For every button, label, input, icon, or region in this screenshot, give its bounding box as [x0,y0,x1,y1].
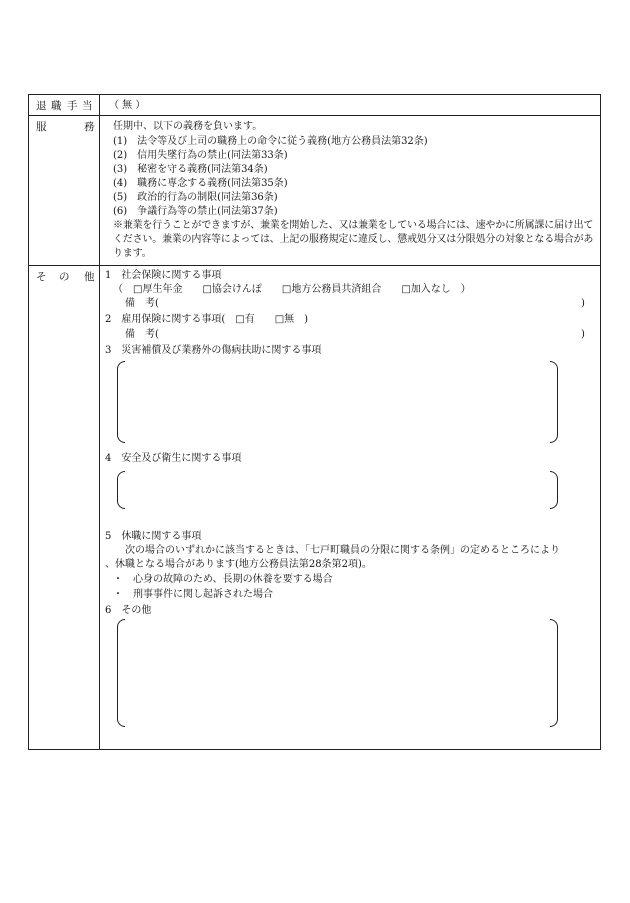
social-insurance-remarks-close: ) [581,298,585,309]
safety-health-right-bracket [550,471,558,509]
row-divider-1 [29,115,600,116]
duty-text: 信用失墜行為の禁止(同法第33条) [137,150,288,161]
other-label-char: の [59,271,70,283]
leave-body-line-1: 次の場合のいずれかに該当するときは、「七戸町職員の分限に関する条例」の定めるところにより [125,545,560,556]
service-label-char: 服 [36,121,47,133]
other-label-char: 他 [84,271,95,283]
leave-bullet: ・ 刑事事件に関し起訴された場合 [113,589,273,600]
duty-text: 職務に専念する義務(同法第35条) [137,178,288,189]
social-insurance-remarks: 備 考( [125,298,159,309]
accident-compensation-left-bracket [117,361,125,443]
employment-insurance-remarks-close: ) [581,329,585,340]
accident-compensation-title: 3 災害補償及び業務外の傷病扶助に関する事項 [105,345,322,356]
duty-item [113,135,428,148]
safety-health-left-bracket [117,471,125,509]
duty-item [113,191,278,204]
leave-body-line-2: 、休職となる場合があります(地方公務員法第28条第2項)。 [105,559,372,570]
row-divider-2 [29,265,600,266]
duty-text: 法令等及び上司の職務上の命令に従う義務(地方公務員法第32条) [137,136,428,147]
retirement-label-char: 当 [82,100,93,112]
other-item-title: 6 その他 [105,605,152,616]
other-label-char: そ [36,271,47,283]
accident-compensation-right-bracket [550,361,558,443]
column-divider [99,95,100,749]
duty-number: (4) [113,178,128,189]
service-label [29,119,99,135]
leave-title: 5 休職に関する事項 [105,531,202,542]
duty-item [113,163,268,176]
duty-number: (3) [113,164,128,175]
service-intro: 任期中、以下の義務を負います。 [113,121,263,132]
social-insurance-options: （ □厚生年金 □協会けんぽ □地方公務員共済組合 □加入なし ） [113,284,471,295]
duty-item [113,149,288,162]
duty-number: (5) [113,192,128,203]
duty-item [113,177,288,190]
duty-number: (2) [113,150,128,161]
safety-health-title: 4 安全及び衛生に関する事項 [105,453,242,464]
employment-insurance-title: 2 雇用保険に関する事項( □有 □無 ) [105,314,309,325]
side-job-note: ※兼業を行うことができますが、兼業を開始した、又は兼業をしている場合には、速やかに所属課に届け出てください。兼業の内容等によっては、上記の服務規定に違反し、懲戒処分又は分限処分の対象となる場合があります。 [113,220,594,259]
retirement-label [29,98,99,114]
retirement-label-char: 退 [36,100,47,112]
employment-conditions-table [28,94,601,750]
duty-text: 秘密を守る義務(同法第34条) [137,164,268,175]
duty-number: (1) [113,136,128,147]
other-item-right-bracket [550,619,558,727]
other-item-left-bracket [117,619,125,727]
duty-text: 争議行為等の禁止(同法第37条) [137,206,278,217]
other-label [29,269,99,285]
employment-insurance-remarks: 備 考( [125,329,159,340]
service-label-char: 務 [84,121,95,133]
duty-number: (6) [113,206,128,217]
duty-item [113,205,278,218]
social-insurance-title: 1 社会保険に関する事項 [105,270,222,281]
retirement-label-char: 手 [67,100,78,112]
retirement-value: （ 無 ） [109,100,146,111]
retirement-label-char: 職 [51,100,62,112]
leave-bullet: ・ 心身の故障のため、長期の休養を要する場合 [113,574,333,585]
duty-text: 政治的行為の制限(同法第36条) [137,192,278,203]
